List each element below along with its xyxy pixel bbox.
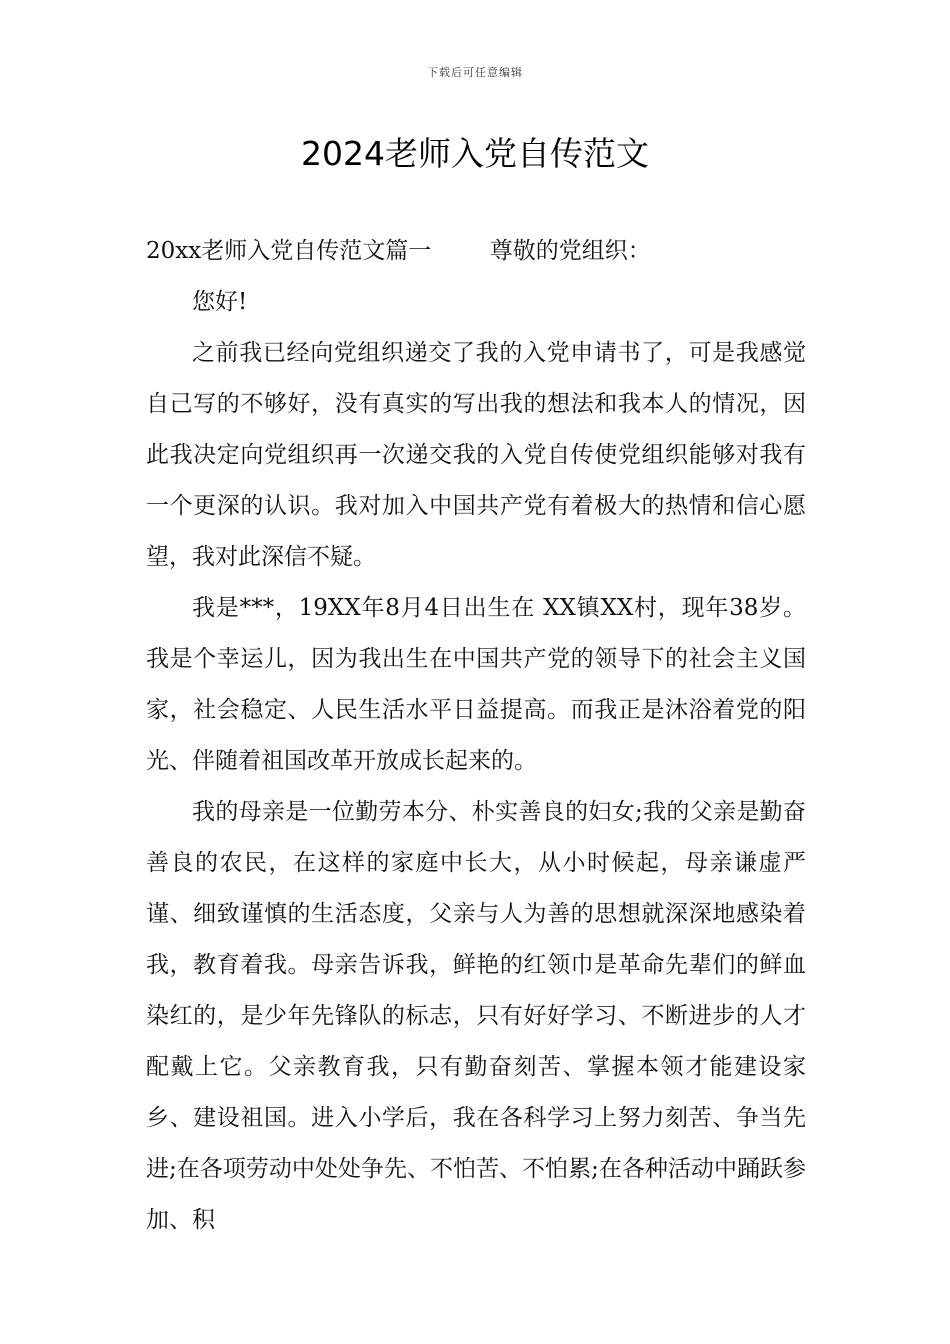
- document-title: 2024老师入党自传范文: [301, 134, 649, 173]
- page-header-note: 下载后可任意编辑: [427, 66, 523, 79]
- greeting: 您好!: [192, 289, 248, 315]
- document-body: [146, 226, 806, 1246]
- paragraph-3: 我的母亲是一位勤劳本分、朴实善良的妇女;我的父亲是勤奋善良的农民，在这样的家庭中长大，从小时候起，母亲谦虚严谨、细致谨慎的生活态度，父亲与人为善的思想就深深地感染着我，教育着我。母亲告诉我，鲜艳的红领巾是革命先辈们的鲜血染红的，是少年先锋队的标志，只有好好学习、不断进步的人才配戴上它。父亲教育我，只有勤奋刻苦、掌握本领才能建设家乡、建设祖国。进入小学后，我在各科学习上努力刻苦、争当先进;在各项劳动中处处争先、不怕苦、不怕累;在各种活动中踊跃参加、积: [146, 799, 806, 1233]
- intro-line: 20xx老师入党自传范文篇一 尊敬的党组织：: [146, 238, 651, 264]
- paragraph-1: 之前我已经向党组织递交了我的入党申请书了，可是我感觉自己写的不够好，没有真实的写出我的想法和我本人的情况，因此我决定向党组织再一次递交我的入党自传使党组织能够对我有一个更深的认识。我对加入中国共产党有着极大的热情和信心愿望，我对此深信不疑。: [146, 340, 806, 570]
- paragraph-2: 我是***，19XX年8月4日出生在 XX镇XX村，现年38岁。我是个幸运儿，因为我出生在中国共产党的领导下的社会主义国家，社会稳定、人民生活水平日益提高。而我正是沐浴着党的阳光、伴随着祖国改革开放成长起来的。: [146, 595, 806, 774]
